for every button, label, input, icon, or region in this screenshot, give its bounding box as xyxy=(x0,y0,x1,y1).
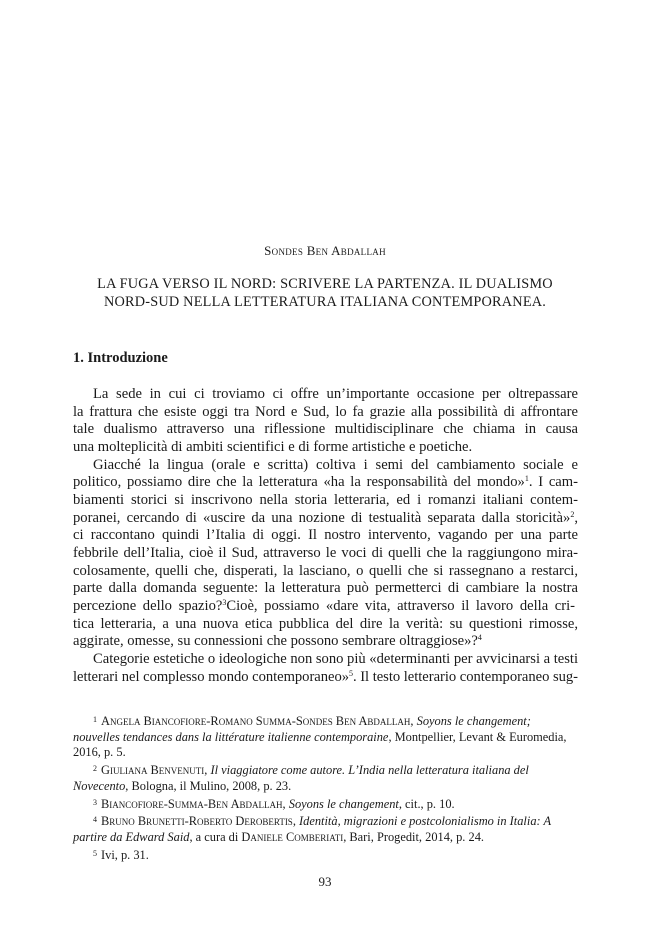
title-line: LA FUGA VERSO IL NORD: SCRIVERE LA PARTENZA. IL DUALISMO xyxy=(97,276,553,292)
body-text xyxy=(73,386,578,686)
text-line: Categorie estetiche o ideologiche non sono più «determinanti per avvicinarsi a testi xyxy=(93,650,578,667)
text-line: tica letteraria, a una nuova etica pubblica del dire la verità: su questioni rimosse, xyxy=(73,615,578,632)
author-name: Sondes Ben Abdallah xyxy=(264,243,386,258)
text-line: aggirate, omesse, su connessioni che possono sembrare oltraggiose»?$^4$ xyxy=(73,633,482,650)
footnote-ref: 2 xyxy=(570,509,575,519)
footnotes xyxy=(73,712,578,863)
footnote-ref: 3 xyxy=(222,597,227,607)
article-title xyxy=(70,275,580,311)
text-line: La sede in cui ci troviamo ci offre un’importante occasione per oltrepassare xyxy=(93,386,578,402)
footnote: $^3$ Biancofiore-Summa-Ben Abdallah, Soyons le changement, cit., p. 10. xyxy=(93,796,455,811)
text-line: la frattura che esiste oggi tra Nord e Sud, lo fa grazie alla possibilità di affrontare xyxy=(73,403,578,420)
text-line: parte dalla domanda seguente: la letteratura può permetterci di cambiare la nostra xyxy=(73,580,578,597)
footnote: $^4$ Bruno Brunetti-Roberto Derobertis, Identità, migrazioni e postcolonialismo in Italia: A partire da Edward Said, a cura di Daniele Comberiati, Bari, Progedit, 2014, p. 24. xyxy=(73,814,551,844)
text-line: Giacché la lingua (orale e scritta) coltiva i semi del cambiamento sociale e xyxy=(93,456,578,473)
footnote-ref: 5 xyxy=(349,668,353,678)
text-line: una molteplicità di ambiti scientifici e di forme artistiche e poetiche. xyxy=(73,438,473,455)
text-line: politico, possiamo dire che la letteratura «ha la responsabilità del mondo»$^1$. I cam- xyxy=(73,474,578,491)
footnote-ref: 1 xyxy=(524,474,529,484)
page-number: 93 xyxy=(318,874,332,889)
footnote: $^1$ Angela Biancofiore-Romano Summa-Sondes Ben Abdallah, Soyons le changement; nouvelles tendances dans la littérature italienne contemporaine, Montpellier, Levant & Euromedia, 2016, p. 5. xyxy=(73,714,567,760)
text-line: letterari nel complesso mondo contemporaneo»$^5$. Il testo letterario contemporaneo sug- xyxy=(73,668,579,685)
section-heading: 1. Introduzione xyxy=(73,350,168,366)
text-line: poranei, cercando di «uscire da una nozione di testualità separata dalla storicità»$^2$, xyxy=(73,509,578,526)
footnote: $^2$ Giuliana Benvenuti, Il viaggiatore come autore. L’India nella letteratura italiana del Novecento, Bologna, il Mulino, 2008, p. 23. xyxy=(73,763,529,793)
text-line: ci raccontano quindi l’Italia di oggi. Il nostro intervento, vagando per una parte xyxy=(73,527,578,544)
text-line: febbrile dell’Italia, cioè il Sud, attraverso le voci di quelli che la raggiungono mira- xyxy=(73,544,578,561)
title-line: NORD-SUD NELLA LETTERATURA ITALIANA CONTEMPORANEA. xyxy=(103,294,547,310)
footnote: $^5$ Ivi, p. 31. xyxy=(93,847,149,862)
text-line: colosamente, quelli che, disperati, la lasciano, o quelli che si rassegnano a restarci, xyxy=(73,562,578,579)
text-line: biamenti storici si inscrivono nella storia letteraria, ed i romanzi italiani contem- xyxy=(73,491,578,508)
footnote-ref: 4 xyxy=(477,633,482,643)
text-line: percezione dello spazio?$^3$Cioè, possiamo «dare vita, attraverso il lavoro della cri- xyxy=(73,597,576,614)
text-line: tale dualismo attraverso una riflessione multidisciplinare che chiama in causa xyxy=(73,421,578,438)
